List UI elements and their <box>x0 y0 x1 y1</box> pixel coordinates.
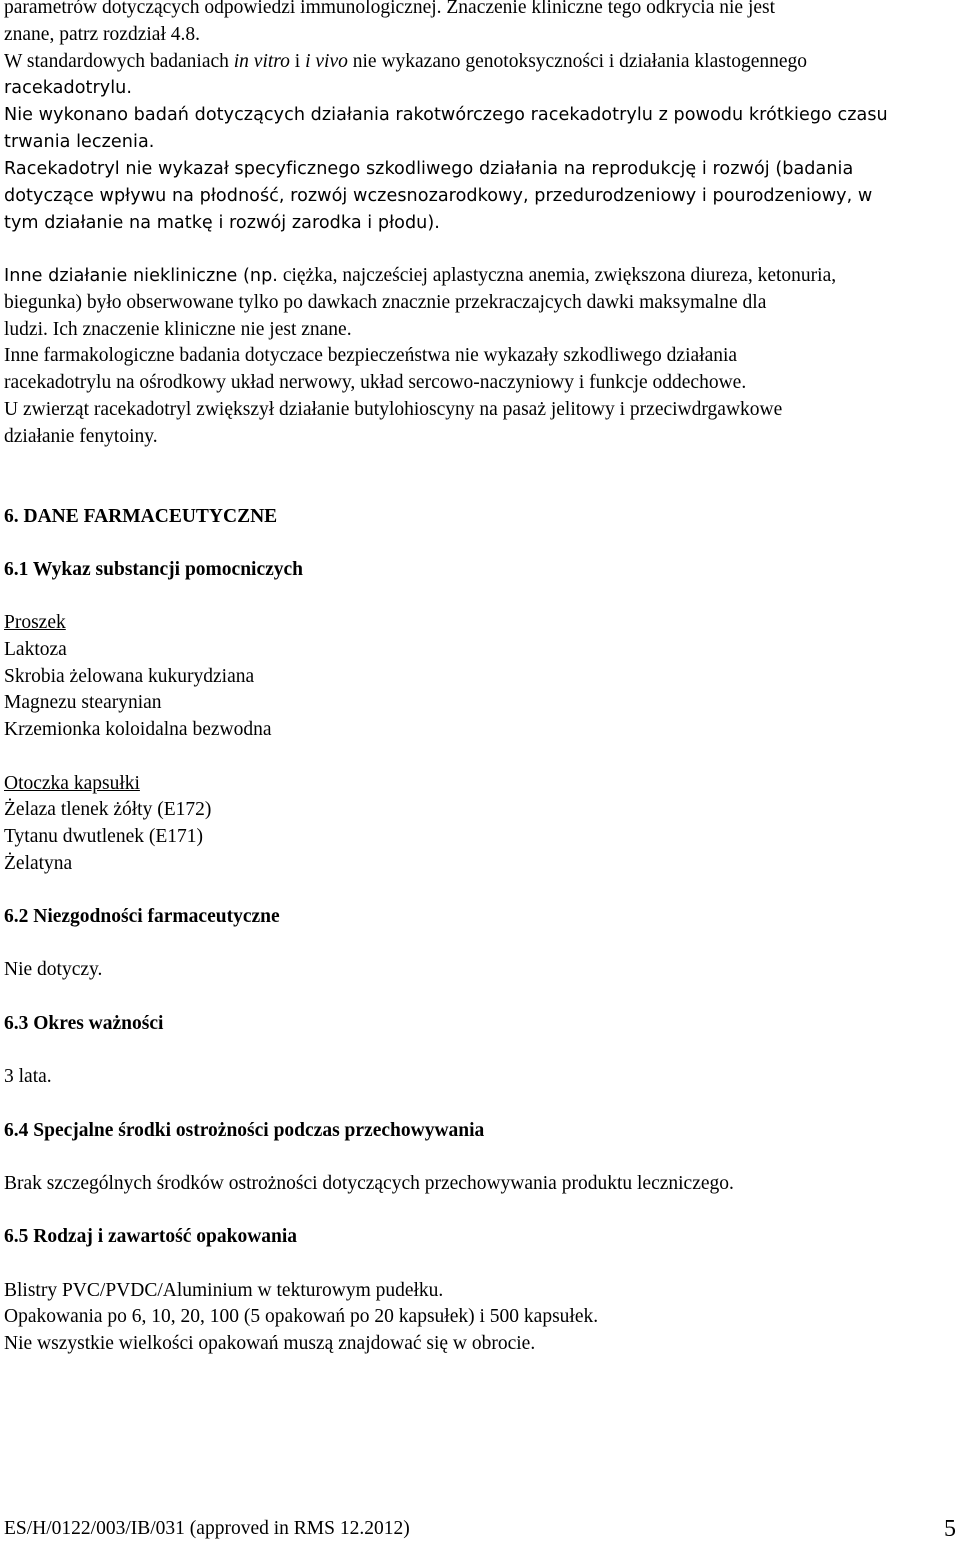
body-text-line: U zwierząt racekadotryl zwiększył działanie butylohioscyny na pasaż jelitowy i przeciwdrgawkowe <box>4 399 783 420</box>
body-text-line: znane, patrz rozdział 4.8. <box>4 24 200 45</box>
list-item: Krzemionka koloidalna bezwodna <box>4 719 272 740</box>
list-item: Skrobia żelowana kukurydziana <box>4 666 255 687</box>
body-text-line: racekadotrylu na ośrodkowy układ nerwowy, układ sercowo-naczyniowy i funkcje oddechowe. <box>4 372 747 393</box>
body-text-line: trwania leczenia. <box>4 132 155 152</box>
text-run: ciężka, najcześciej aplastyczna anemia, zwiększona diureza, ketonuria, <box>277 265 837 286</box>
body-text-line: działanie fenytoiny. <box>4 426 158 447</box>
text-run-italic: i vivo <box>305 51 348 72</box>
subsection-heading-6-5: 6.5 Rodzaj i zawartość opakowania <box>4 1226 298 1247</box>
body-text-line: Nie wykonano badań dotyczących działania rakotwórczego racekadotrylu z powodu krótkiego czasu <box>4 105 888 125</box>
page-number: 5 <box>944 1516 956 1542</box>
text-run: i <box>289 51 306 72</box>
text-run-italic: in vitro <box>233 51 290 72</box>
footer-reference: ES/H/0122/003/IB/031 (approved in RMS 12.2012) <box>4 1518 410 1539</box>
text-run: nie wykazano genotoksyczności i działania klastogennego <box>347 51 808 72</box>
body-text-line: Opakowania po 6, 10, 20, 100 (5 opakowań po 20 kapsułek) i 500 kapsułek. <box>4 1306 599 1327</box>
list-item: Żelatyna <box>4 853 73 874</box>
body-text-line: Nie dotyczy. <box>4 959 103 980</box>
body-text-line <box>4 264 836 288</box>
body-text-line: dotyczące wpływu na płodność, rozwój wczesnozarodkowy, przedurodzeniowy i pourodzeniowy, w <box>4 186 873 206</box>
body-text-line <box>4 50 807 74</box>
subsection-heading-6-3: 6.3 Okres ważności <box>4 1013 164 1034</box>
body-text-line: racekadotrylu. <box>4 78 132 98</box>
body-text-line: Nie wszystkie wielkości opakowań muszą znajdować się w obrocie. <box>4 1333 536 1354</box>
body-text-line: Brak szczególnych środków ostrożności dotyczących przechowywania produktu leczniczego. <box>4 1173 734 1194</box>
list-item: Laktoza <box>4 639 67 660</box>
body-text-line: Racekadotryl nie wykazał specyficznego szkodliwego działania na reprodukcję i rozwój (badania <box>4 159 854 179</box>
subsection-heading-6-2: 6.2 Niezgodności farmaceutyczne <box>4 906 280 927</box>
subsection-heading-6-1: 6.1 Wykaz substancji pomocniczych <box>4 559 304 580</box>
body-text-line: parametrów dotyczących odpowiedzi immunologicznej. Znaczenie kliniczne tego odkrycia nie jest <box>4 0 776 18</box>
text-run: Inne działanie niekliniczne (np. <box>4 266 278 286</box>
body-text-line: tym działanie na matkę i rozwój zarodka i płodu). <box>4 213 440 233</box>
list-item: Tytanu dwutlenek (E171) <box>4 826 203 847</box>
list-item: Żelaza tlenek żółty (E172) <box>4 799 212 820</box>
subsection-heading-6-4: 6.4 Specjalne środki ostrożności podczas przechowywania <box>4 1120 485 1141</box>
capsule-shell-label: Otoczka kapsułki <box>4 773 140 794</box>
body-text-line: biegunka) było obserwowane tylko po dawkach znacznie przekraczajcych dawki maksymalne dla <box>4 292 767 313</box>
body-text-line: Inne farmakologiczne badania dotyczace bezpieczeństwa nie wykazały szkodliwego działania <box>4 345 738 366</box>
powder-label: Proszek <box>4 612 66 633</box>
list-item: Magnezu stearynian <box>4 692 162 713</box>
body-text-line: 3 lata. <box>4 1066 52 1087</box>
body-text-line: Blistry PVC/PVDC/Aluminium w tekturowym pudełku. <box>4 1280 444 1301</box>
text-run: W standardowych badaniach <box>4 51 234 72</box>
section-heading: 6. DANE FARMACEUTYCZNE <box>4 506 278 527</box>
body-text-line: ludzi. Ich znaczenie kliniczne nie jest znane. <box>4 319 352 340</box>
